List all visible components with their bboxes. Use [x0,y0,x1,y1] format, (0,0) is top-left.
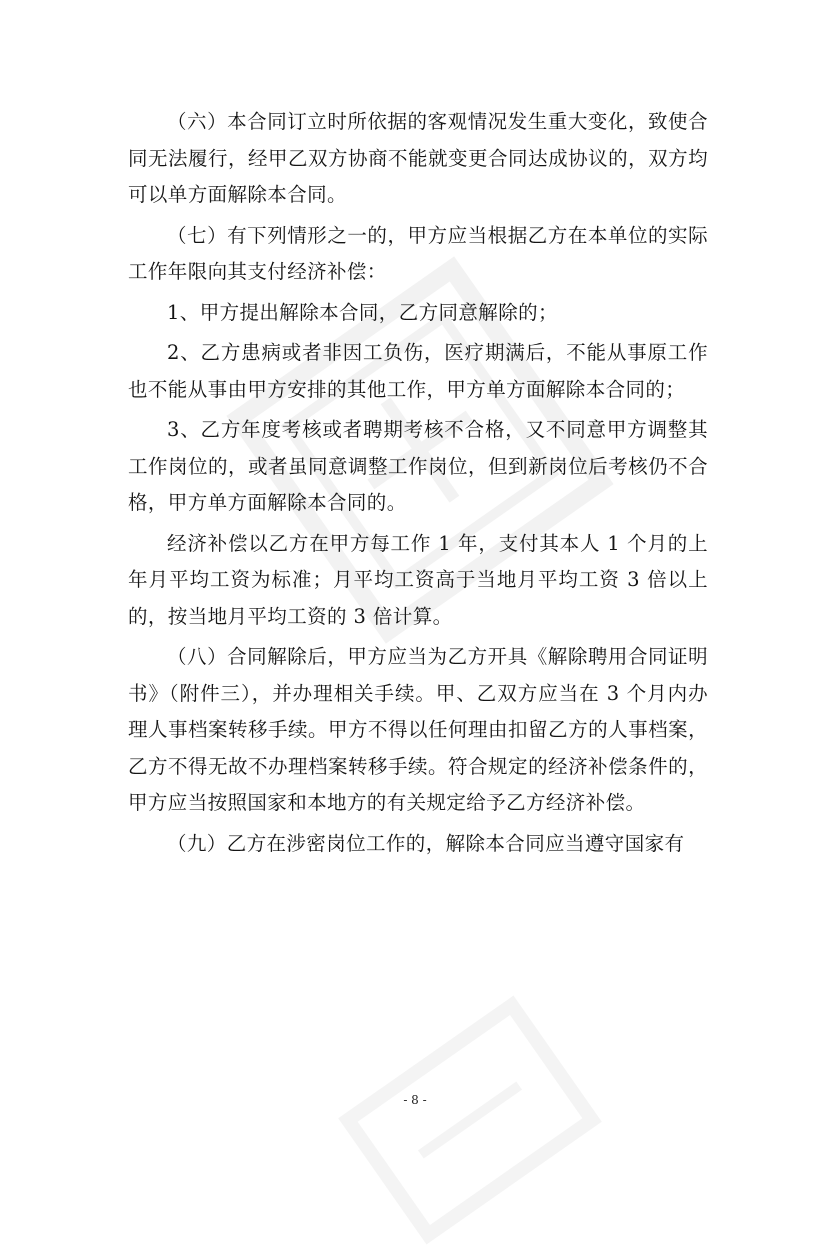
paragraph-clause-7: （七）有下列情形之一的，甲方应当根据乙方在本单位的实际工作年限向其支付经济补偿： [128,223,708,283]
paragraph-item-1: 1、甲方提出解除本合同，乙方同意解除的； [167,300,558,324]
document-body [128,104,708,862]
paragraph-item-3: 3、乙方年度考核或者聘期考核不合格，又不同意甲方调整其工作岗位的，或者虽同意调整工作岗位，但到新岗位后考核仍不合格，甲方单方面解除本合同的。 [128,418,708,514]
watermark-stamp-icon-secondary [334,991,606,1248]
paragraph-clause-9: （九）乙方在涉密岗位工作的，解除本合同应当遵守国家有 [167,831,685,855]
paragraph-item-2: 2、乙方患病或者非因工负伤，医疗期满后，不能从事原工作也不能从事由甲方安排的其他工作，甲方单方面解除本合同的； [128,341,708,401]
paragraph-compensation: 经济补偿以乙方在甲方每工作 1 年，支付其本人 1 个月的上年月平均工资为标准；月平均工资高于当地月平均工资 3 倍以上的，按当地月平均工资的 3 倍计算。 [128,531,708,628]
paragraph-clause-6: （六）本合同订立时所依据的客观情况发生重大变化，致使合同无法履行，经甲乙双方协商不能就变更合同达成协议的，双方均可以单方面解除本合同。 [128,110,708,206]
paragraph-clause-8: （八）合同解除后，甲方应当为乙方开具《解除聘用合同证明书》（附件三），并办理相关手续。甲、乙双方应当在 3 个月内办理人事档案转移手续。甲方不得以任何理由扣留乙方的人事档案，乙方不得无故不办理档案转移手续。符合规定的经济补偿条件的，甲方应当按照国家和本地方的有关规定给予乙方经济补偿。 [128,645,708,814]
page-number: - 8 - [403,1093,427,1107]
